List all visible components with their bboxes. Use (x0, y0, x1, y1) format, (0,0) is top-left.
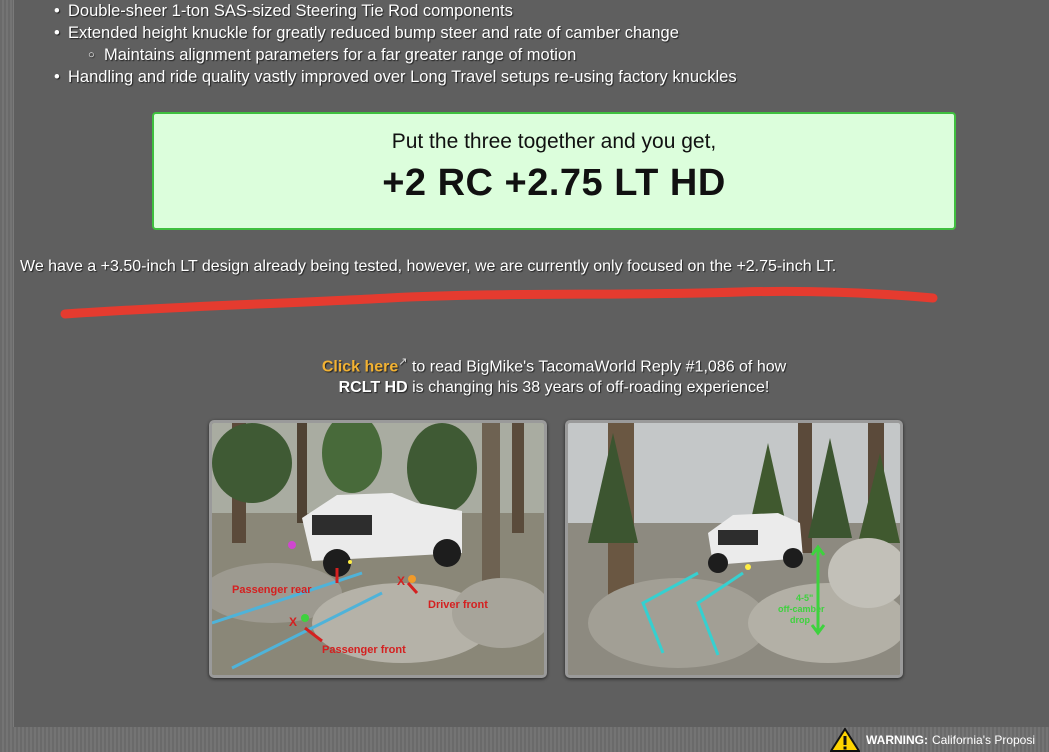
callout-lead-text: Put the three together and you get, (391, 130, 717, 153)
truck-photo-2-image (568, 423, 900, 675)
label-measure: 4-5" (796, 593, 814, 603)
cta-text-2: is changing his 38 years of off-roading experience! (407, 379, 770, 397)
warning-text[interactable]: California's Proposi (932, 733, 1036, 747)
testimonial-cta (164, 352, 944, 398)
feature-item: • Double-sheer 1-ton SAS-sized Steering Tie Rod components (54, 0, 737, 22)
feature-item: • Extended height knuckle for greatly reduced bump steer and rate of camber change (54, 22, 737, 44)
cta-product-name: RCLT HD (338, 379, 408, 397)
truck-photo-1-image (212, 423, 544, 675)
feature-item: • Handling and ride quality vastly improved over Long Travel setups re-using factory knuckles (54, 66, 737, 88)
warning-label: WARNING: (866, 733, 928, 747)
prop65-warning (830, 728, 1049, 752)
label-x-passenger: X (289, 615, 298, 629)
post-content (13, 0, 1049, 727)
cta-text-1: to read BigMike's TacomaWorld Reply #1,086 of how (407, 358, 787, 376)
truck-photo-drop-view[interactable] (565, 420, 903, 678)
external-link-icon: ↗ (398, 356, 408, 368)
label-driver-front: Driver front (428, 599, 488, 611)
click-here-link[interactable]: Click here (321, 358, 399, 376)
red-underline-annotation (59, 284, 949, 324)
label-drop: drop (790, 615, 810, 625)
label-off-camber: off-camber (778, 604, 825, 614)
label-passenger-front: Passenger front (322, 644, 406, 656)
feature-subitem: ○ Maintains alignment parameters for a far greater range of motion (54, 44, 737, 66)
summary-callout (152, 112, 956, 230)
callout-headline: +2 RC +2.75 LT HD (382, 162, 726, 204)
label-x-driver: X (397, 574, 406, 588)
truck-photo-passenger-view[interactable] (209, 420, 547, 678)
testing-note: We have a +3.50-inch LT design already being tested, however, we are currently only focused on the +2.75-inch LT. (20, 258, 837, 275)
label-passenger-rear: Passenger rear (232, 584, 312, 596)
warning-icon (830, 728, 860, 752)
feature-list (54, 0, 737, 88)
